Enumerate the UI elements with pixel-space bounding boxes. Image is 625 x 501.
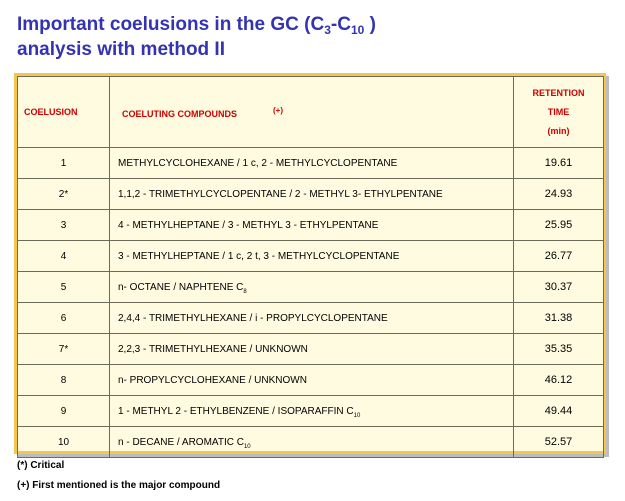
retention-time: 35.35 [514,334,604,365]
footnotes [17,459,220,499]
header-time-label: TIME [547,106,570,117]
table-row [18,272,604,303]
page-title [17,12,376,62]
table-row [18,148,604,179]
header-retention-label: RETENTION [532,87,585,98]
table-row [18,303,604,334]
table-row [18,179,604,210]
coeluting-compounds [110,427,514,458]
title-text: Important coelusions in the GC (C [17,14,325,35]
table-row [18,396,604,427]
retention-time: 31.38 [514,303,604,334]
compounds-text: METHYLCYCLOHEXANE / 1 c, 2 - METHYLCYCLOPENTANE [118,157,398,169]
coelusion-number: 8 [18,365,110,396]
table-row [18,365,604,396]
compounds-text: n - DECANE / AROMATIC C [118,436,244,448]
header-compounds-mark: (+) [273,105,284,115]
coelusion-number: 4 [18,241,110,272]
compounds-text: n- OCTANE / NAPHTENE C [118,281,244,293]
compounds-text: 1,1,2 - TRIMETHYLCYCLOPENTANE / 2 - METHYL 3- ETHYLPENTANE [118,188,443,200]
title-line-1 [17,12,376,37]
retention-time: 26.77 [514,241,604,272]
coelusion-number: 1 [18,148,110,179]
header-retention-time [514,77,604,148]
retention-time: 52.57 [514,427,604,458]
header-unit-label: (min) [547,125,570,136]
title-text: ) [364,14,376,35]
coelusion-number: 6 [18,303,110,334]
footnote-critical: (*) Critical [17,460,65,471]
table-body [18,148,604,458]
table-row [18,334,604,365]
coeluting-compounds [110,303,514,334]
table-row [18,427,604,458]
retention-time: 19.61 [514,148,604,179]
table-row [18,210,604,241]
compounds-text: 2,2,3 - TRIMETHYLHEXANE / UNKNOWN [118,343,308,355]
coeluting-compounds [110,334,514,365]
compounds-text: 4 - METHYLHEPTANE / 3 - METHYL 3 - ETHYLPENTANE [118,219,379,231]
footnote-major-compound: (+) First mentioned is the major compound [17,480,221,491]
retention-time: 49.44 [514,396,604,427]
coeluting-compounds [110,272,514,303]
table-row [18,241,604,272]
carbon-count-subscript: 10 [353,412,361,419]
table-header-row [18,77,604,148]
coelusion-table-frame [14,73,606,454]
coelusion-number: 7* [18,334,110,365]
header-compounds [110,77,514,148]
coelusion-number: 2* [18,179,110,210]
compounds-text: n- PROPYLCYCLOHEXANE / UNKNOWN [118,374,307,386]
coelusion-number: 9 [18,396,110,427]
coeluting-compounds [110,210,514,241]
coeluting-compounds [110,148,514,179]
header-compounds-label: COELUTING COMPOUNDS [122,108,238,119]
coelusion-number: 10 [18,427,110,458]
title-text: -C [330,14,351,35]
carbon-count-subscript: 8 [243,288,247,295]
coeluting-compounds [110,241,514,272]
coeluting-compounds [110,179,514,210]
compounds-text: 2,4,4 - TRIMETHYLHEXANE / i - PROPYLCYCLOPENTANE [118,312,388,324]
retention-time: 30.37 [514,272,604,303]
coelusion-number: 5 [18,272,110,303]
carbon-count-subscript: 10 [243,443,251,450]
title-subscript: 10 [350,23,365,37]
title-subscript: 3 [324,23,331,37]
header-coelusion: COELUSION [18,77,110,148]
coeluting-compounds [110,396,514,427]
coeluting-compounds [110,365,514,396]
coelusion-table [17,76,604,458]
compounds-text: 1 - METHYL 2 - ETHYLBENZENE / ISOPARAFFIN C [118,405,354,417]
title-line-2: analysis with method II [17,39,225,60]
retention-time: 24.93 [514,179,604,210]
coelusion-number: 3 [18,210,110,241]
retention-time: 25.95 [514,210,604,241]
compounds-text: 3 - METHYLHEPTANE / 1 c, 2 t, 3 - METHYLCYCLOPENTANE [118,250,400,262]
retention-time: 46.12 [514,365,604,396]
